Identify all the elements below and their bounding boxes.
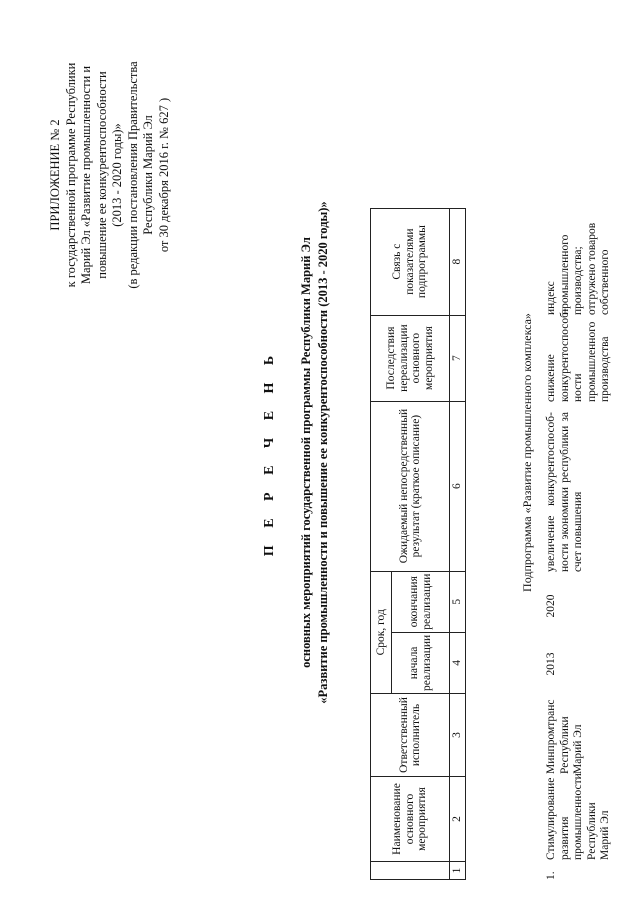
measure-start-year: 2013 [545, 652, 557, 676]
column-number: 1 [450, 862, 466, 880]
row-number: 1. [545, 871, 557, 880]
appendix-line: (2013 - 2020 годы)» [110, 123, 124, 227]
measures-table [370, 208, 466, 880]
document-subtitle [298, 0, 332, 905]
header-result: Ожидаемый непосредственный результат (краткое описание) [371, 401, 450, 571]
header-name: Наименование основного мероприятия [371, 777, 450, 862]
header-term: Срок, год [371, 571, 392, 693]
measure-consequences: снижение конкурентоспособ-ности промышленного производства [545, 308, 611, 402]
header-consequences: Последствия нереализации основного мероприятия [371, 315, 450, 401]
column-number: 8 [450, 208, 466, 315]
appendix-header [48, 25, 172, 325]
header-start: начала реализации [392, 632, 450, 693]
subtitle-line-2: «Развитие промышленности и повышение ее конкурентоспособности (2013 - 2020 годы)» [316, 201, 330, 704]
measure-name: Стимулирование развития промышленности Республики Марий Эл [545, 773, 611, 860]
subprogram-heading: Подпрограмма «Развитие промышленного комплекса» [520, 313, 534, 592]
column-number: 5 [450, 571, 466, 632]
document-title: П Е Р Е Ч Е Н Ь [262, 348, 277, 557]
column-number: 2 [450, 777, 466, 862]
appendix-line: (в редакции постановления Правительства [125, 61, 140, 289]
appendix-line: к государственной программе Республики [63, 62, 78, 288]
subtitle-line-1: основных мероприятий государственной программы Республики Марий Эл [299, 237, 313, 668]
measure-result: увеличение конкурентоспособ-ности экономики республики за счет повышения [545, 412, 584, 572]
column-number: 6 [450, 401, 466, 571]
measure-executor: Минпромтранс Республики Марий Эл [545, 699, 584, 774]
column-number: 7 [450, 315, 466, 401]
appendix-line: повышение ее конкурентоспособности [94, 71, 109, 279]
header-end: окончания реализации [392, 571, 450, 632]
measure-link: индекс промышленного производства; отгружено товаров собственного [545, 222, 611, 315]
header-num-cell [371, 862, 450, 880]
header-executor: Ответственный исполнитель [371, 694, 450, 777]
appendix-line: от 30 декабря 2016 г. № 627 ) [156, 97, 171, 253]
column-number: 4 [450, 632, 466, 693]
column-number: 3 [450, 694, 466, 777]
appendix-line: ПРИЛОЖЕНИЕ № 2 [48, 119, 62, 231]
measure-end-year: 2020 [545, 594, 557, 618]
header-link: Связь с показателями подпрограммы [371, 208, 450, 315]
appendix-line: Республики Марий Эл [141, 115, 155, 235]
appendix-line: Марий Эл «Развитие промышленности и [79, 65, 93, 285]
